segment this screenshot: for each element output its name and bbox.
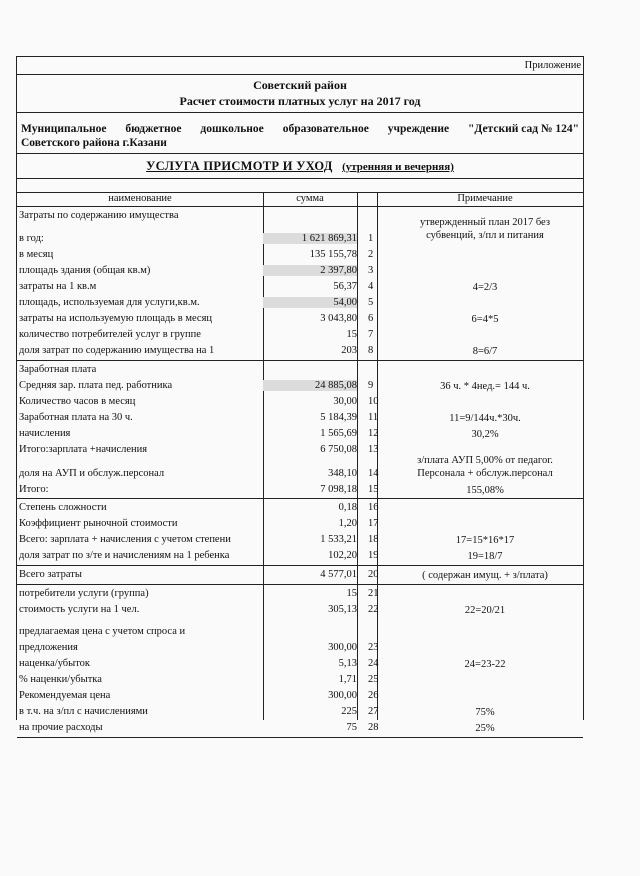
table-row (17, 394, 583, 410)
district-title: Советский район (253, 78, 347, 92)
row-sum: 300,00 (328, 642, 357, 653)
note-total: ( содержан имущ. + з/плата) (422, 570, 548, 581)
row-name: в месяц (19, 249, 54, 260)
note-plan (387, 216, 583, 242)
row-code: 22 (368, 604, 379, 615)
row-code: 27 (368, 706, 379, 717)
row-name: Коэффициент рыночной стоимости (19, 518, 178, 529)
divider (17, 74, 583, 75)
row-code: 5 (368, 297, 374, 308)
row-sum: 225 (341, 706, 357, 717)
row-sum: 5,13 (338, 658, 357, 669)
divider (17, 153, 583, 154)
table-row (17, 586, 583, 602)
row-sum: 1,20 (338, 518, 357, 529)
row-code: 11 (368, 412, 379, 423)
row-sum: 30,00 (333, 396, 357, 407)
document-sheet (16, 56, 584, 734)
row-name: Всего: зарплата + начисления с учетом степени (19, 534, 231, 545)
table-row (17, 624, 583, 640)
note-formula: 11=9/144ч.*30ч. (449, 413, 521, 424)
table-row (17, 640, 583, 656)
row-name: площадь, используемая для услуги,кв.м. (19, 297, 200, 308)
row-name: Заработная плата (19, 364, 97, 375)
note-line: субвенций, з/пл и питания (426, 230, 544, 241)
row-name: Рекомендуемая цена (19, 690, 111, 701)
row-name: предложения (19, 642, 78, 653)
calculation-title: Расчет стоимости платных услуг на 2017 год (179, 94, 421, 108)
table-row (17, 500, 583, 516)
row-code: 7 (368, 329, 374, 340)
row-sum: 75 (346, 722, 357, 733)
row-code: 1 (368, 233, 374, 244)
note-formula: 8=6/7 (472, 346, 498, 357)
note-line: з/плата АУП 5,00% от педагог. (417, 455, 553, 466)
section-line (17, 498, 583, 499)
row-code: 12 (368, 428, 379, 439)
row-sum: 4 577,01 (320, 569, 357, 580)
section-line (17, 360, 583, 361)
row-code: 24 (368, 658, 379, 669)
row-name: Заработная плата на 30 ч. (19, 412, 133, 423)
row-name: доля на АУП и обслуж.персонал (19, 468, 165, 479)
note-formula: 36 ч. * 4нед.= 144 ч. (440, 381, 530, 392)
organization-line-1 (21, 122, 579, 136)
row-sum: 135 155,78 (309, 249, 357, 260)
table-bottom-line (17, 737, 583, 738)
row-sum: 2 397,80 (263, 265, 357, 276)
top-border (17, 56, 583, 57)
row-name: в т.ч. на з/пл с начислениями (19, 706, 148, 717)
org-word: учреждение (387, 123, 450, 135)
service-name: УСЛУГА ПРИСМОТР И УХОД (146, 159, 333, 173)
row-code: 6 (368, 313, 374, 324)
row-code: 4 (368, 281, 374, 292)
row-sum: 24 885,08 (263, 380, 357, 391)
row-name: доля затрат по з/те и начислениям на 1 ребенка (19, 550, 230, 561)
row-name: в год: (19, 233, 44, 244)
row-name: затраты на используемую площадь в месяц (19, 313, 213, 324)
note-formula: 4=2/3 (472, 282, 498, 293)
row-sum: 15 (346, 588, 357, 599)
service-subtitle: (утренняя и вечерняя) (342, 161, 454, 173)
note-formula: 19=18/7 (467, 551, 503, 562)
row-sum: 1 533,21 (320, 534, 357, 545)
row-sum: 6 750,08 (320, 444, 357, 455)
row-sum: 7 098,18 (320, 484, 357, 495)
row-sum: 203 (341, 345, 357, 356)
row-name: Средняя зар. плата пед. работника (19, 380, 173, 391)
header-bottom-line (17, 206, 583, 207)
row-name: Итого:зарплата +начисления (19, 444, 148, 455)
row-name: % наценки/убытка (19, 674, 102, 685)
row-sum: 0,18 (338, 502, 357, 513)
row-name: количество потребителей услуг в группе (19, 329, 201, 340)
row-sum: 54,00 (263, 297, 357, 308)
table-row (17, 362, 583, 378)
table-row (17, 327, 583, 343)
section-line (17, 565, 583, 566)
section-line (17, 584, 583, 585)
row-name: площадь здания (общая кв.м) (19, 265, 151, 276)
row-name: Итого: (19, 484, 49, 495)
row-code: 19 (368, 550, 379, 561)
organization-name (21, 122, 579, 150)
row-code: 3 (368, 265, 374, 276)
row-code: 23 (368, 642, 379, 653)
row-sum: 56,37 (333, 281, 357, 292)
org-word: Муниципальное (21, 123, 107, 135)
note-formula: 24=23-22 (464, 659, 506, 670)
note-formula: 17=15*16*17 (455, 535, 515, 546)
note-aup (387, 454, 583, 480)
row-code: 8 (368, 345, 374, 356)
note-line: утвержденный план 2017 без (420, 217, 550, 228)
row-sum: 3 043,80 (320, 313, 357, 324)
appendix-label: Приложение (524, 60, 581, 71)
column-header-name: наименование (108, 193, 172, 204)
note-formula: 22=20/21 (464, 605, 506, 616)
table-row (17, 263, 583, 279)
row-code: 10 (368, 396, 379, 407)
row-sum: 1,71 (338, 674, 357, 685)
org-word: "Детский сад № 124" (468, 123, 579, 135)
org-word: бюджетное (125, 123, 182, 135)
row-name: затраты на 1 кв.м (19, 281, 97, 292)
row-name: доля затрат по содержанию имущества на 1 (19, 345, 215, 356)
row-code: 13 (368, 444, 379, 455)
row-name: Степень сложности (19, 502, 107, 513)
row-code: 14 (368, 468, 379, 479)
divider (17, 112, 583, 113)
row-name: Затраты по содержанию имущества (19, 210, 179, 221)
note-formula: 25% (475, 723, 495, 734)
row-code: 2 (368, 249, 374, 260)
row-name: наценка/убыток (19, 658, 91, 669)
row-code: 18 (368, 534, 379, 545)
row-code: 20 (368, 569, 379, 580)
row-name: стоимость услуги на 1 чел. (19, 604, 140, 615)
column-header-sum: сумма (296, 193, 324, 204)
row-name: начисления (19, 428, 71, 439)
row-sum: 1 565,69 (320, 428, 357, 439)
table-row (17, 672, 583, 688)
row-name: Количество часов в месяц (19, 396, 136, 407)
row-sum: 102,20 (328, 550, 357, 561)
row-code: 17 (368, 518, 379, 529)
row-sum: 5 184,39 (320, 412, 357, 423)
row-code: 21 (368, 588, 379, 599)
row-sum: 1 621 869,31 (263, 233, 357, 244)
note-line: Персонала + обслуж.персонал (417, 468, 553, 479)
note-formula: 30,2% (471, 429, 499, 440)
divider (17, 178, 583, 179)
row-code: 16 (368, 502, 379, 513)
row-sum: 300,00 (328, 690, 357, 701)
row-code: 9 (368, 380, 374, 391)
table-header (17, 192, 583, 206)
table-row (17, 516, 583, 532)
row-name: на прочие расходы (19, 722, 103, 733)
table-row (17, 688, 583, 704)
row-sum: 15 (346, 329, 357, 340)
service-title (17, 159, 583, 174)
row-name: потребители услуги (группа) (19, 588, 149, 599)
row-code: 26 (368, 690, 379, 701)
row-sum: 348,10 (328, 468, 357, 479)
row-code: 15 (368, 484, 379, 495)
note-formula: 6=4*5 (471, 314, 499, 325)
row-code: 25 (368, 674, 379, 685)
note-formula: 75% (475, 707, 495, 718)
org-word: дошкольное (200, 123, 264, 135)
table-row (17, 247, 583, 263)
organization-line-2: Советского района г.Казани (21, 137, 167, 149)
row-code: 28 (368, 722, 379, 733)
row-name: предлагаемая цена с учетом спроса и (19, 626, 186, 637)
row-name: Всего затраты (19, 569, 82, 580)
org-word: образовательное (282, 123, 369, 135)
row-sum: 305,13 (328, 604, 357, 615)
column-header-note: Примечание (457, 193, 513, 204)
table-row (17, 295, 583, 311)
note-formula: 155,08% (466, 485, 504, 496)
